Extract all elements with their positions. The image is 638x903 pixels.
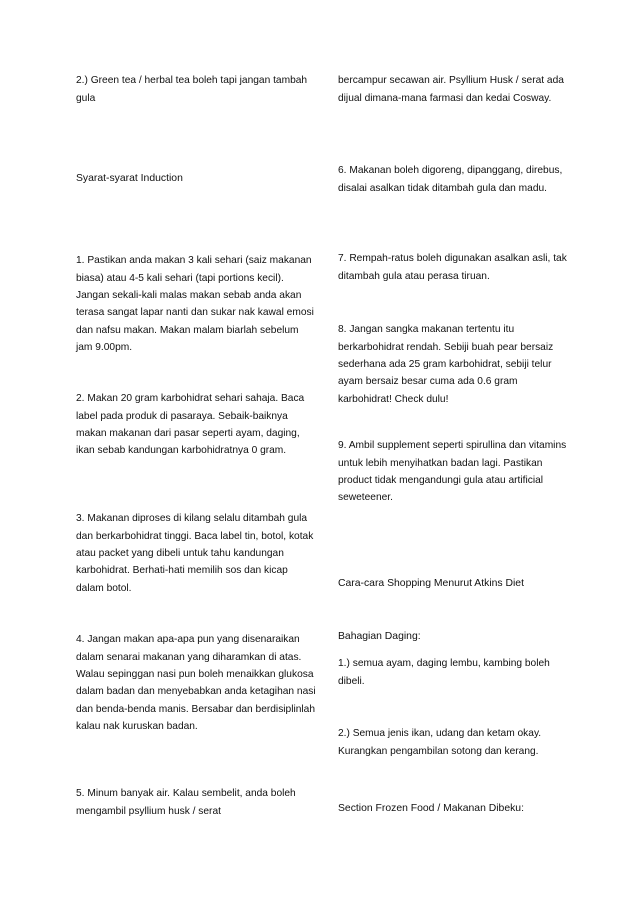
paragraph-rule-9: 9. Ambil supplement seperti spirullina dan vitamins untuk lebih menyihatkan badan lagi. Pastikan product tidak mengandungi gula atau artificial seweteener. [338,440,567,504]
paragraph-rule-1: 1. Pastikan anda makan 3 kali sehari (saiz makanan biasa) atau 4-5 kali sehari (tapi portions kecil). Jangan sekali-kali malas makan sebab anda akan terasa sangat lapar nanti dan sukar nak kawal emosi dan nafsu makan. Makan malam biarlah sebelum jam 9.00pm. [76,255,314,354]
paragraph-rule-3: 3. Makanan diproses di kilang selalu ditambah gula dan berkarbohidrat tinggi. Baca label tin, botol, kotak atau packet yang dibeli untuk tahu kandungan karbohidrat. Berhati-hati memilih sos dan kicap dalam botol. [76,513,314,594]
heading-frozen-food: Section Frozen Food / Makanan Dibeku: [338,803,524,815]
paragraph-rule-6: 6. Makanan boleh digoreng, dipanggang, direbus, disalai asalkan tidak ditambah gula dan madu. [338,165,563,194]
paragraph-rule-4: 4. Jangan makan apa-apa pun yang disenaraikan dalam senarai makanan yang diharamkan di atas. Walau sepinggan nasi pun boleh menaikkan glukosa dalam badan dan menyebabkan anda ketagihan nasi dan benda-benda manis. Bersabar dan berdisiplinlah kalau nak kuruskan badan. [76,634,316,733]
paragraph-rule-5: 5. Minum banyak air. Kalau sembelit, anda boleh mengambil psyllium husk / serat [76,788,296,817]
heading-syarat-induction: Syarat-syarat Induction [76,173,183,185]
paragraph-rule-2: 2. Makan 20 gram karbohidrat sehari sahaja. Baca label pada produk di pasaraya. Sebaik-baiknya makan makanan dari pasar seperti ayam, daging, ikan sebab kandungan karbohidratnya 0 gram. [76,393,305,457]
heading-bahagian-daging: Bahagian Daging: [338,631,421,643]
heading-shopping-atkins: Cara-cara Shopping Menurut Atkins Diet [338,578,524,590]
paragraph-green-tea: 2.) Green tea / herbal tea boleh tapi jangan tambah gula [76,75,308,104]
paragraph-psyllium-continued: bercampur secawan air. Psyllium Husk / serat ada dijual dimana-mana farmasi dan kedai Cosway. [338,75,564,104]
paragraph-meat-2: 2.) Semua jenis ikan, udang dan ketam okay. Kurangkan pengambilan sotong dan kerang. [338,728,542,757]
paragraph-rule-7: 7. Rempah-ratus boleh digunakan asalkan asli, tak ditambah gula atau perasa tiruan. [338,253,567,282]
paragraph-rule-8: 8. Jangan sangka makanan tertentu itu berkarbohidrat rendah. Sebiji buah pear bersaiz sederhana ada 25 gram karbohidrat, sebiji telur ayam bersaiz besar cuma ada 0.6 gram karbohidrat! Check dulu! [338,324,554,405]
paragraph-meat-1: 1.) semua ayam, daging lembu, kambing boleh dibeli. [338,658,550,687]
